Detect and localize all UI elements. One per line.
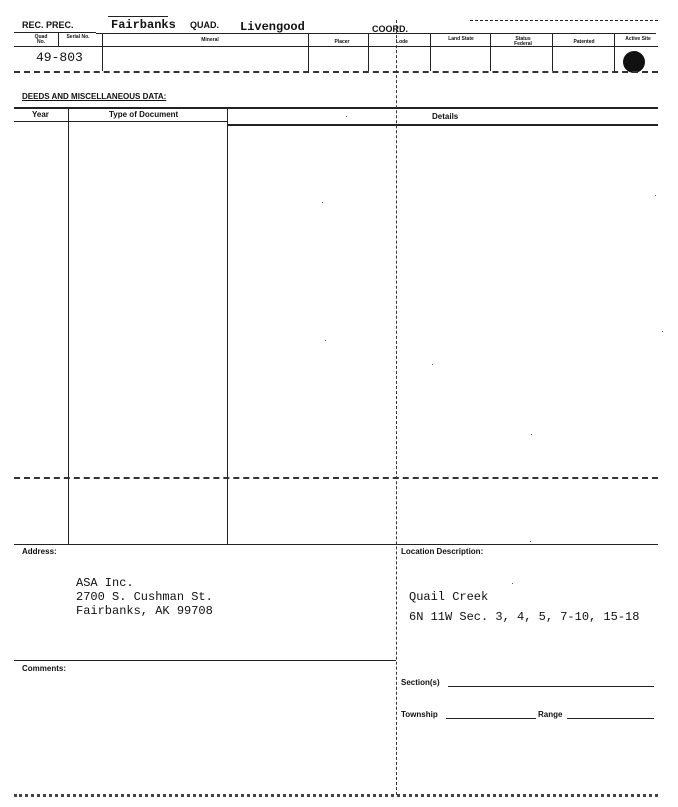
coord-label: COORD. bbox=[372, 24, 408, 34]
comments-top-rule bbox=[14, 660, 396, 661]
mineral-header: Mineral bbox=[201, 37, 219, 43]
scan-speck bbox=[530, 541, 531, 542]
header-underline-right bbox=[96, 33, 656, 34]
col-div-lode bbox=[368, 33, 369, 71]
col-div-active bbox=[614, 33, 615, 71]
scan-speck bbox=[531, 434, 532, 435]
deeds-bottom-rule bbox=[14, 544, 658, 545]
scan-speck bbox=[662, 331, 663, 332]
scan-speck bbox=[512, 583, 513, 584]
col-div-land bbox=[430, 33, 431, 71]
record-number: 49-803 bbox=[36, 50, 83, 65]
scan-speck bbox=[325, 340, 326, 341]
range-label: Range bbox=[538, 710, 563, 719]
deeds-middle-dashed-rule bbox=[14, 477, 658, 479]
col-div-placer bbox=[308, 33, 309, 71]
header-underline-left bbox=[14, 32, 96, 33]
address-line-1: ASA Inc. bbox=[76, 576, 134, 590]
location-description-label: Location Description: bbox=[401, 547, 484, 556]
sections-field-line bbox=[448, 686, 654, 687]
township-field-line bbox=[446, 718, 536, 719]
placer-header: Placer bbox=[334, 39, 350, 45]
scan-speck bbox=[322, 202, 323, 203]
sections-label: Section(s) bbox=[401, 678, 440, 687]
col-div-serial bbox=[58, 33, 59, 46]
address-line-2: 2700 S. Cushman St. bbox=[76, 590, 213, 604]
quad-no-header: Quad No. bbox=[34, 34, 48, 45]
status-federal-header: Status Federal bbox=[514, 36, 532, 47]
location-line-2: 6N 11W Sec. 3, 4, 5, 7-10, 15-18 bbox=[409, 610, 640, 624]
rec-prec-label: REC. PREC. bbox=[22, 20, 74, 30]
quad-value: Livengood bbox=[240, 20, 305, 34]
scan-speck bbox=[346, 116, 347, 117]
type-of-document-column-header: Type of Document bbox=[109, 110, 179, 119]
deeds-top-rule bbox=[14, 107, 658, 109]
scan-speck bbox=[432, 364, 433, 365]
patented-header: Patented bbox=[573, 39, 595, 45]
range-field-line bbox=[567, 718, 654, 719]
subheader-rule bbox=[14, 46, 658, 47]
land-status-state-header: Land State bbox=[448, 36, 474, 42]
scan-speck bbox=[655, 195, 656, 196]
serial-no-header: Serial No. bbox=[66, 34, 90, 40]
details-column-header: Details bbox=[432, 112, 459, 121]
center-divider bbox=[396, 20, 397, 795]
deeds-header-rule-left bbox=[14, 121, 228, 122]
col-div-mineral bbox=[102, 33, 103, 71]
township-label: Township bbox=[401, 710, 438, 719]
col-div-patented bbox=[552, 33, 553, 71]
active-site-header: Active Site bbox=[625, 36, 651, 42]
rec-prec-value: Fairbanks bbox=[111, 18, 176, 32]
quad-label: QUAD. bbox=[190, 20, 219, 30]
record-row-rule bbox=[14, 71, 658, 73]
lode-header: Lode bbox=[396, 39, 408, 45]
header-top-rule bbox=[108, 16, 168, 17]
comments-label: Comments: bbox=[22, 664, 67, 673]
scan-bottom-edge bbox=[14, 794, 658, 797]
address-line-3: Fairbanks, AK 99708 bbox=[76, 604, 213, 618]
col-div-federal bbox=[490, 33, 491, 71]
active-site-dot bbox=[623, 51, 645, 73]
location-line-1: Quail Creek bbox=[409, 590, 489, 604]
deeds-header-rule-right bbox=[228, 124, 658, 126]
year-column-header: Year bbox=[32, 110, 49, 119]
header-top-rule-right bbox=[470, 20, 658, 21]
deeds-section-title: DEEDS AND MISCELLANEOUS DATA: bbox=[22, 92, 167, 101]
address-label: Address: bbox=[22, 547, 57, 556]
